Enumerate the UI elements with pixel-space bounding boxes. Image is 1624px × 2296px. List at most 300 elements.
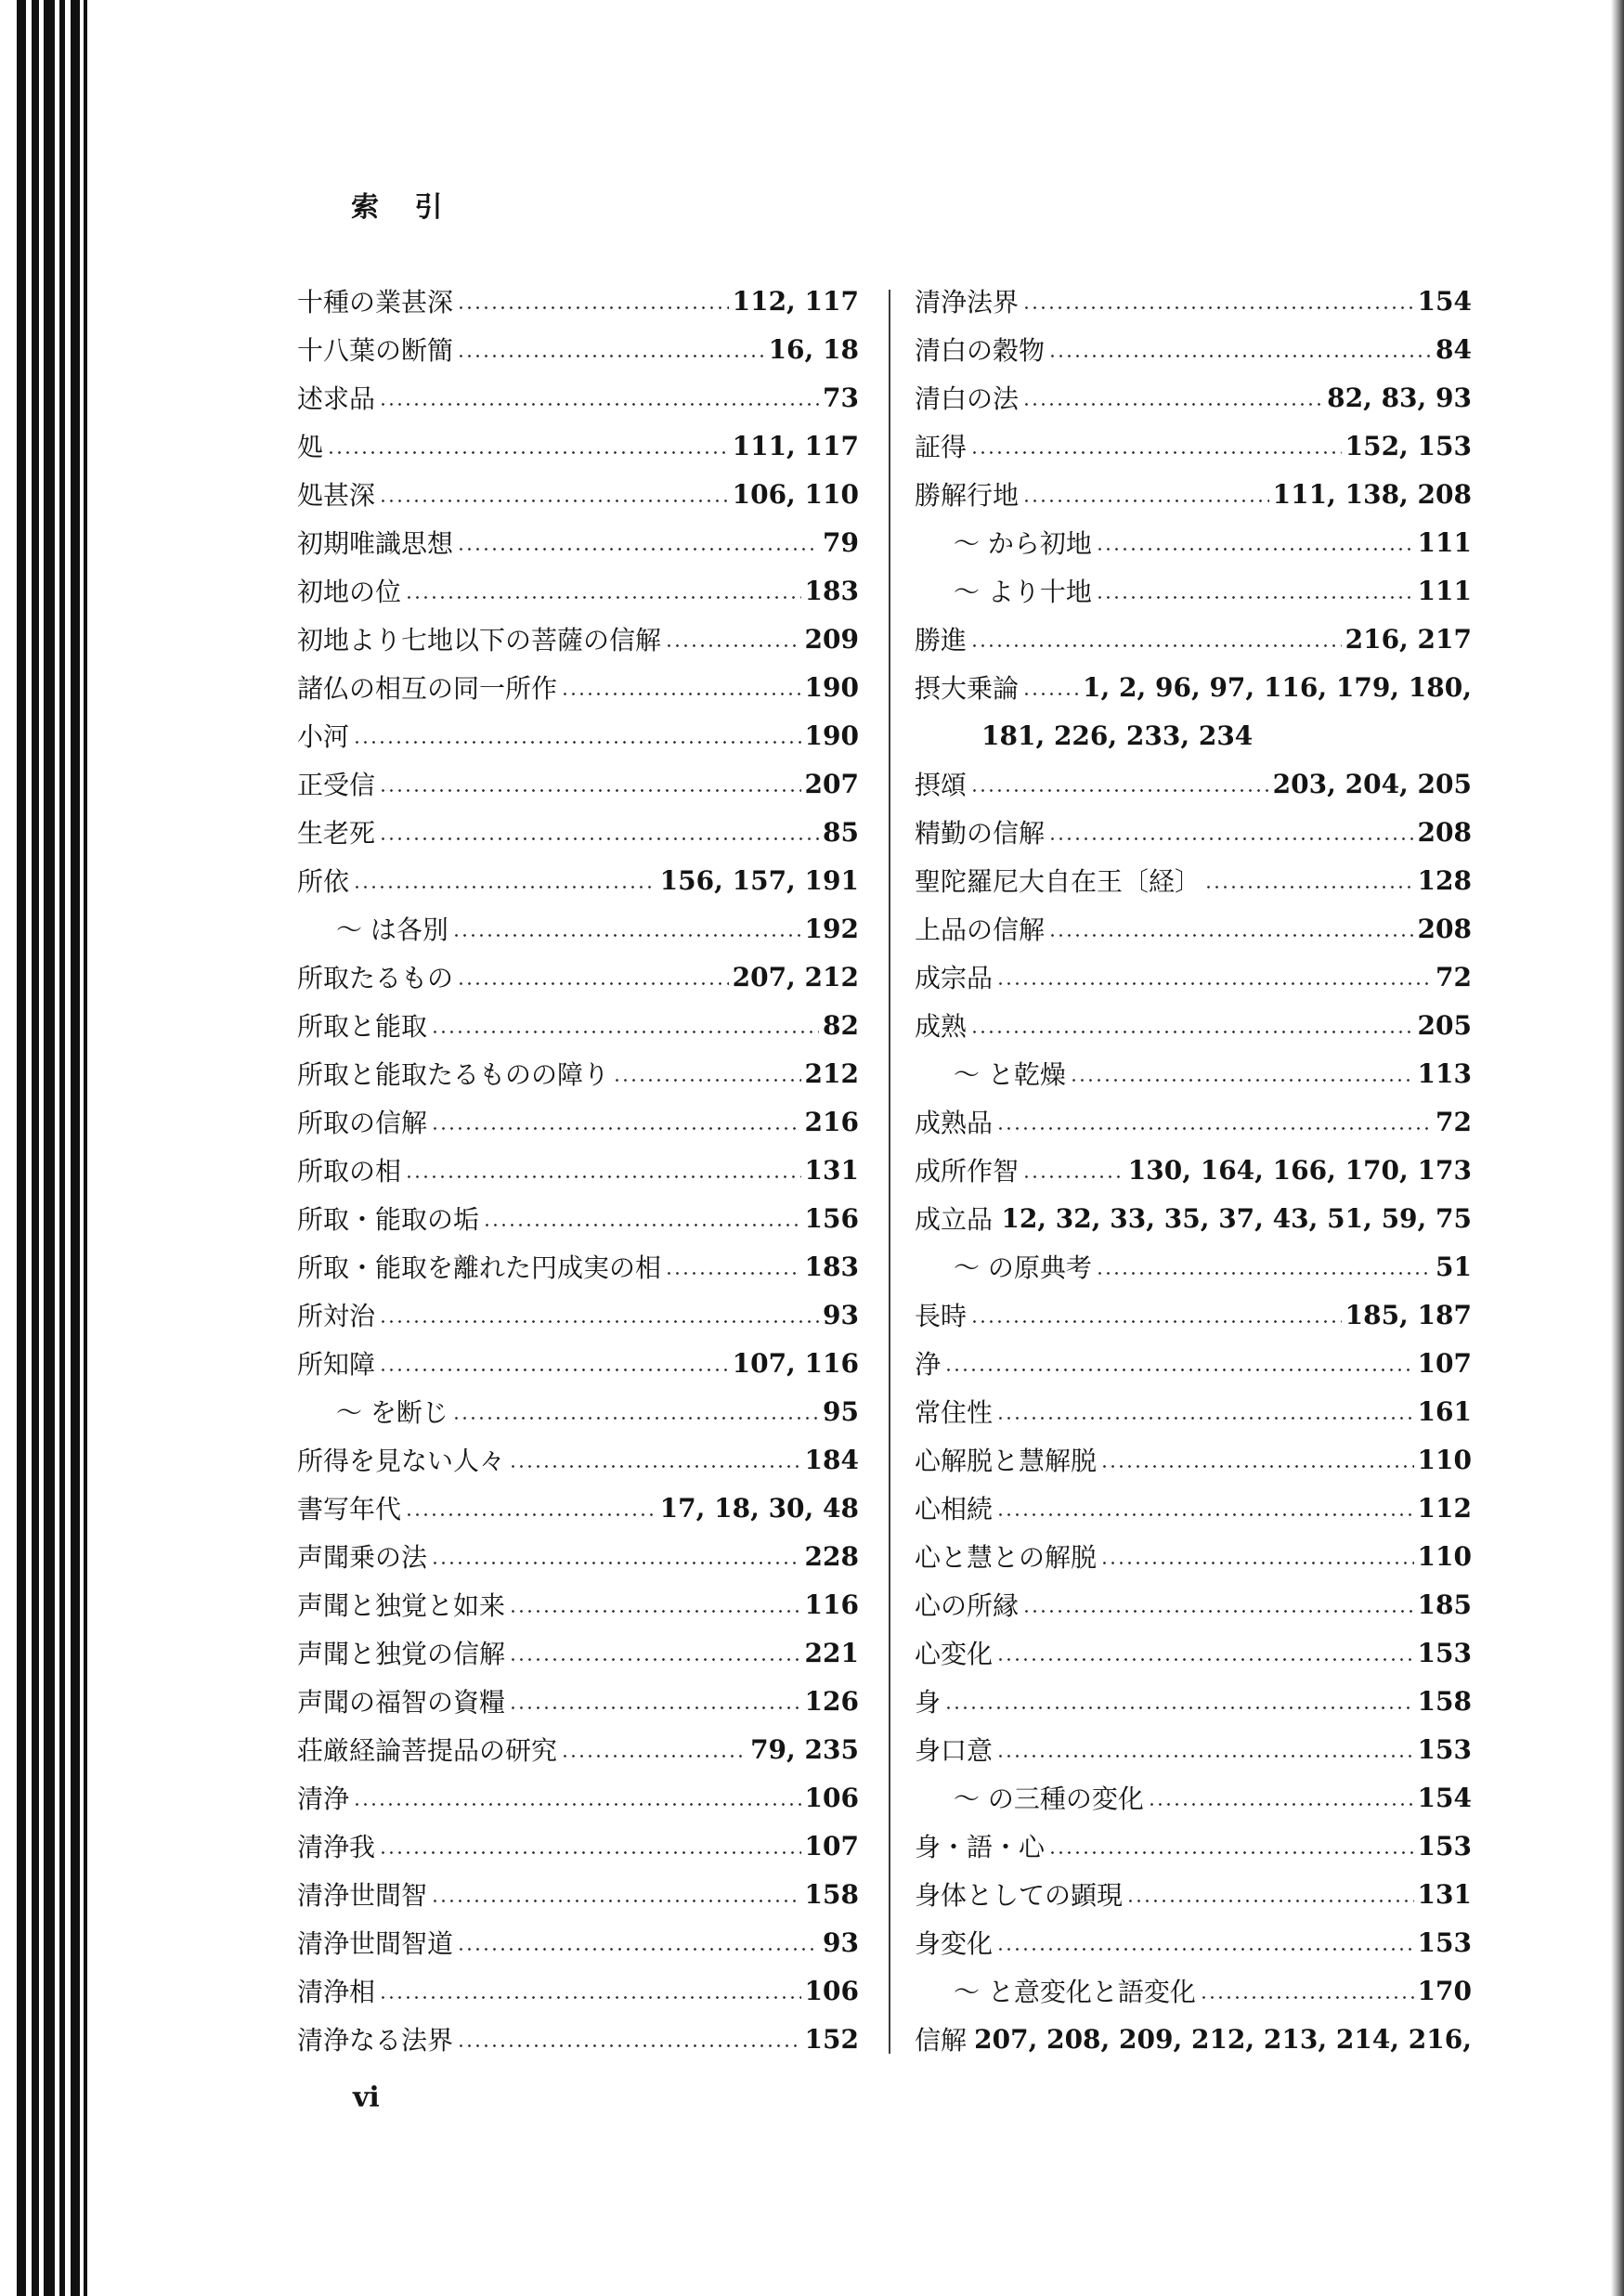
index-term: 成熟: [915, 1011, 968, 1042]
index-entry: [297, 1001, 859, 1049]
index-term: 声聞の福智の資糧: [297, 1687, 506, 1718]
index-term: 信解: [915, 2025, 968, 2056]
dot-leader: [561, 693, 801, 695]
index-page-numbers: 82, 83, 93: [1327, 382, 1472, 413]
index-term: 所取・能取の垢: [297, 1204, 480, 1235]
index-term: 〜 を断じ: [336, 1397, 448, 1428]
index-term: 所取と能取: [297, 1011, 428, 1042]
index-term: 正受信: [297, 770, 376, 800]
index-entry: [297, 759, 859, 808]
index-page-numbers: 107, 116: [732, 1347, 859, 1379]
index-page-numbers: 72: [1436, 961, 1472, 992]
index-entry: [915, 2015, 1472, 2063]
index-page-numbers: 110: [1417, 1540, 1472, 1572]
index-entry: [915, 1773, 1472, 1822]
page-edge-shadow: [1611, 0, 1624, 2296]
index-entry: [915, 1435, 1472, 1484]
index-page-numbers: 106: [804, 1782, 859, 1813]
index-term: 〜 より十地: [954, 577, 1092, 607]
index-page-numbers: 93: [823, 1926, 859, 1958]
index-term: 常住性: [915, 1397, 994, 1428]
index-term: 証得: [915, 432, 968, 462]
dot-leader: [353, 886, 656, 889]
index-entry: [297, 1291, 859, 1339]
index-term: 清浄法界: [915, 287, 1020, 318]
index-page-numbers: 156, 157, 191: [659, 864, 859, 896]
dot-leader: [379, 1851, 801, 1854]
index-term: 所知障: [297, 1349, 376, 1380]
index-page-numbers: 51: [1436, 1251, 1472, 1282]
index-entry: [297, 1918, 859, 1966]
dot-leader: [665, 1272, 801, 1275]
index-page-numbers: 84: [1436, 333, 1472, 365]
index-entry: [297, 1339, 859, 1387]
index-term: 処甚深: [297, 480, 376, 511]
index-term: 精勤の信解: [915, 818, 1046, 849]
dot-leader: [1048, 934, 1414, 937]
page-number: vi: [353, 2082, 380, 2114]
index-term: 所取・能取を離れた円成実の相: [297, 1252, 662, 1283]
index-entry: [915, 759, 1472, 808]
index-page-numbers: 85: [823, 816, 859, 848]
dot-leader: [431, 1031, 819, 1033]
index-page-numbers: 207, 212: [732, 961, 859, 992]
index-entry: [297, 1194, 859, 1242]
index-entry: [915, 1387, 1472, 1435]
dot-leader: [379, 1996, 801, 1999]
dot-leader: [379, 403, 819, 406]
index-entry: [915, 615, 1472, 663]
index-page-numbers: 16, 18: [768, 333, 859, 365]
dot-leader: [1048, 355, 1432, 357]
dot-leader: [1200, 1996, 1414, 1999]
index-entry: [297, 470, 859, 518]
dot-leader: [1022, 1610, 1414, 1613]
dot-leader: [431, 1127, 801, 1130]
index-page-numbers: 228: [804, 1540, 859, 1572]
dot-leader: [353, 741, 801, 744]
index-entry: [297, 1870, 859, 1918]
index-term: 処: [297, 432, 324, 462]
dot-leader: [970, 1031, 1414, 1033]
dot-leader: [996, 1755, 1414, 1758]
dot-leader: [405, 1175, 801, 1178]
index-term: 所取たるもの: [297, 963, 454, 993]
index-entry: [297, 325, 859, 373]
index-term: 所取の相: [297, 1156, 402, 1187]
dot-leader: [970, 1320, 1342, 1323]
index-entry: [915, 1097, 1472, 1146]
dot-leader: [996, 1224, 997, 1226]
index-entry: [297, 1725, 859, 1773]
index-term: 清浄世間智: [297, 1880, 428, 1911]
index-entry: [915, 1001, 1472, 1049]
index-entry: [915, 1194, 1472, 1242]
index-term: 十種の業甚深: [297, 287, 454, 318]
index-term: 清浄相: [297, 1977, 376, 2007]
index-page-numbers: 203, 204, 205: [1272, 768, 1472, 799]
index-entry: [915, 904, 1472, 953]
dot-leader: [509, 1465, 801, 1468]
dot-leader: [996, 982, 1432, 985]
index-column-right: [915, 277, 1472, 2063]
index-entry: [915, 1822, 1472, 1870]
dot-leader: [431, 1900, 801, 1902]
index-entry: [915, 373, 1472, 422]
dot-leader: [1048, 837, 1414, 840]
index-column-left: [297, 277, 859, 2063]
dot-leader: [1100, 1465, 1414, 1468]
index-page-numbers: 73: [823, 382, 859, 413]
dot-leader: [996, 1127, 1432, 1130]
index-term: 十八葉の断簡: [297, 335, 454, 366]
dot-leader: [1022, 306, 1414, 309]
index-entry: [915, 1532, 1472, 1580]
index-page-numbers: 208: [1417, 816, 1472, 848]
index-entry: [297, 566, 859, 615]
index-term: 述求品: [297, 383, 376, 414]
dot-leader: [405, 596, 801, 599]
dot-leader: [1096, 1272, 1432, 1275]
dot-leader: [1022, 403, 1323, 406]
index-page-numbers: 106, 110: [732, 478, 859, 510]
index-entry: [297, 1484, 859, 1532]
index-page-numbers: 110: [1417, 1444, 1472, 1475]
dot-leader: [457, 1948, 819, 1951]
index-term: 声聞と独覚の信解: [297, 1639, 506, 1669]
dot-leader: [379, 1320, 819, 1323]
index-entry: [297, 1387, 859, 1435]
index-page-numbers: 209: [804, 623, 859, 655]
dot-leader: [1070, 1079, 1414, 1082]
index-entry: [297, 277, 859, 325]
index-page-numbers: 112: [1417, 1492, 1472, 1524]
index-entry: [297, 615, 859, 663]
dot-leader: [457, 355, 765, 357]
index-term: 心と慧との解脱: [915, 1542, 1098, 1573]
index-term: 上品の信解: [915, 915, 1046, 945]
dot-leader: [1022, 1175, 1124, 1178]
index-term: 身・語・心: [915, 1832, 1046, 1862]
index-page-numbers: 93: [823, 1299, 859, 1330]
index-page-numbers: 190: [804, 671, 859, 703]
index-term: 清浄: [297, 1784, 350, 1814]
index-page-numbers: 158: [804, 1878, 859, 1910]
index-term: 声聞乗の法: [297, 1542, 428, 1573]
index-page-numbers: 184: [804, 1444, 859, 1475]
index-entry: [297, 808, 859, 856]
index-page-numbers: 79, 235: [750, 1733, 859, 1765]
dot-leader: [996, 1948, 1414, 1951]
dot-leader: [457, 982, 729, 985]
index-page-numbers: 153: [1417, 1637, 1472, 1668]
dot-leader: [431, 1562, 801, 1564]
dot-leader: [613, 1079, 801, 1082]
index-term: 心変化: [915, 1639, 994, 1669]
index-entry: [915, 1918, 1472, 1966]
index-entry: [297, 2015, 859, 2063]
index-page-numbers: 181, 226, 233, 234: [981, 720, 1254, 751]
page-header: 索 引: [351, 191, 456, 224]
dot-leader: [970, 451, 1342, 454]
dot-leader: [996, 1658, 1414, 1661]
index-term: 成宗品: [915, 963, 994, 993]
index-page-numbers: 221: [804, 1637, 859, 1668]
index-page-numbers: 208: [1417, 913, 1472, 944]
index-page-numbers: 95: [823, 1395, 859, 1427]
dot-leader: [405, 1513, 656, 1516]
index-term: 小河: [297, 721, 350, 752]
index-entry: [915, 1146, 1472, 1194]
dot-leader: [1022, 499, 1269, 502]
index-term: 勝解行地: [915, 480, 1020, 511]
index-entry: [297, 953, 859, 1001]
index-term: 心解脱と慧解脱: [915, 1446, 1098, 1476]
index-page-numbers: 79: [823, 526, 859, 558]
index-page-numbers: 192: [804, 913, 859, 944]
index-entry: [297, 856, 859, 904]
dot-leader: [509, 1658, 801, 1661]
index-entry: [297, 1435, 859, 1484]
index-page-numbers: 72: [1436, 1106, 1472, 1137]
index-entry: [297, 1146, 859, 1194]
index-term: 心相続: [915, 1494, 994, 1524]
index-term: 身体としての顕現: [915, 1880, 1124, 1911]
dot-leader: [379, 789, 801, 792]
dot-leader: [379, 837, 819, 840]
index-page-numbers: 153: [1417, 1733, 1472, 1765]
index-page-numbers: 185: [1417, 1589, 1472, 1620]
index-page-numbers: 111: [1417, 575, 1472, 606]
dot-leader: [509, 1610, 801, 1613]
index-term: 身口意: [915, 1735, 994, 1766]
dot-leader: [1022, 693, 1079, 695]
index-term: 所取の信解: [297, 1108, 428, 1138]
index-term: 所得を見ない人々: [297, 1446, 506, 1476]
dot-leader: [944, 1369, 1414, 1371]
index-page-numbers: 111: [1417, 526, 1472, 558]
index-page-numbers: 156: [804, 1202, 859, 1234]
dot-leader: [452, 1417, 819, 1420]
index-entry: [915, 566, 1472, 615]
index-entry: [915, 1049, 1472, 1097]
index-page-numbers: 153: [1417, 1830, 1472, 1861]
index-entry: [915, 1242, 1472, 1291]
index-entry: [915, 1870, 1472, 1918]
dot-leader: [457, 548, 819, 551]
dot-leader: [379, 499, 729, 502]
index-page-numbers: 216, 217: [1345, 623, 1472, 655]
dot-leader: [452, 934, 801, 937]
index-page-numbers: 82: [823, 1009, 859, 1041]
index-term: 清白の穀物: [915, 335, 1046, 366]
index-term: 〜 から初地: [954, 528, 1092, 559]
index-entry: [297, 1822, 859, 1870]
index-page-numbers: 12, 32, 33, 35, 37, 43, 51, 59, 75: [1001, 1202, 1472, 1234]
index-page-numbers: 207, 208, 209, 212, 213, 214, 216,: [974, 2023, 1472, 2055]
index-term: 〜 は各別: [336, 915, 448, 945]
index-entry: [297, 1049, 859, 1097]
index-entry: [915, 1580, 1472, 1628]
index-page-numbers: 183: [804, 575, 859, 606]
index-entry: [915, 1339, 1472, 1387]
dot-leader: [970, 644, 1342, 647]
index-entry: [915, 1291, 1472, 1339]
index-page-numbers: 131: [1417, 1878, 1472, 1910]
dot-leader: [970, 789, 1269, 792]
dot-leader: [457, 2044, 801, 2047]
index-page-numbers: 158: [1417, 1685, 1472, 1717]
index-term: 初地の位: [297, 577, 402, 607]
dot-leader: [996, 1417, 1414, 1420]
dot-leader: [1048, 1851, 1414, 1854]
index-term: 清浄なる法界: [297, 2025, 454, 2056]
index-entry: [297, 422, 859, 470]
dot-leader: [1148, 1803, 1414, 1806]
index-term: 成立品: [915, 1204, 994, 1235]
index-term: 身変化: [915, 1928, 994, 1959]
index-term: 所取と能取たるものの障り: [297, 1059, 610, 1090]
dot-leader: [1126, 1900, 1414, 1902]
index-page-numbers: 131: [804, 1154, 859, 1186]
book-binding-edge: [0, 0, 93, 2296]
index-entry: [297, 518, 859, 566]
index-entry: [915, 663, 1472, 711]
index-term: 所依: [297, 866, 350, 897]
dot-leader: [1204, 886, 1414, 889]
index-term: 諸仏の相互の同一所作: [297, 673, 558, 704]
index-entry: [915, 1628, 1472, 1677]
index-page-numbers: 170: [1417, 1975, 1472, 2006]
index-page-numbers: 207: [804, 768, 859, 799]
dot-leader: [379, 1369, 729, 1371]
index-entry: [297, 1773, 859, 1822]
index-entry: [297, 1677, 859, 1725]
index-entry: [297, 904, 859, 953]
index-term: 〜 と意変化と語変化: [954, 1977, 1196, 2007]
index-page-numbers: 106: [804, 1975, 859, 2006]
dot-leader: [483, 1224, 801, 1226]
index-entry: [915, 1966, 1472, 2015]
index-term: 聖陀羅尼大自在王〔経〕: [915, 866, 1202, 897]
dot-leader: [996, 1513, 1414, 1516]
index-entry: [915, 518, 1472, 566]
index-page-numbers: 128: [1417, 864, 1472, 896]
index-page-numbers: 183: [804, 1251, 859, 1282]
index-page-numbers: 113: [1417, 1057, 1472, 1089]
index-term: 〜 と乾燥: [954, 1059, 1066, 1090]
index-term: 心の所縁: [915, 1590, 1020, 1621]
index-page-numbers: 154: [1417, 1782, 1472, 1813]
index-entry: [297, 1242, 859, 1291]
index-page-numbers: 1, 2, 96, 97, 116, 179, 180,: [1083, 671, 1472, 703]
index-page-numbers: 152, 153: [1345, 430, 1472, 461]
index-entry: [915, 711, 1472, 759]
index-page-numbers: 17, 18, 30, 48: [659, 1492, 859, 1524]
index-page-numbers: 154: [1417, 285, 1472, 317]
index-page-numbers: 130, 164, 166, 170, 173: [1127, 1154, 1472, 1186]
index-term: 摂大乗論: [915, 673, 1020, 704]
index-page-numbers: 111, 117: [732, 430, 859, 461]
dot-leader: [665, 644, 801, 647]
dot-leader: [1100, 1562, 1414, 1564]
index-entry: [297, 711, 859, 759]
index-entry: [915, 1725, 1472, 1773]
index-entry: [915, 1677, 1472, 1725]
index-page-numbers: 216: [804, 1106, 859, 1137]
index-entry: [915, 808, 1472, 856]
index-entry: [297, 1532, 859, 1580]
index-page-numbers: 126: [804, 1685, 859, 1717]
index-page-numbers: 112, 117: [732, 285, 859, 317]
index-entry: [915, 953, 1472, 1001]
index-term: 清白の法: [915, 383, 1020, 414]
index-page-numbers: 212: [804, 1057, 859, 1089]
index-page-numbers: 152: [804, 2023, 859, 2055]
dot-leader: [561, 1755, 747, 1758]
index-term: 勝進: [915, 625, 968, 655]
index-entry: [297, 1628, 859, 1677]
index-term: 所対治: [297, 1301, 376, 1331]
index-term: 成熟品: [915, 1108, 994, 1138]
index-term: 清浄世間智道: [297, 1928, 454, 1959]
index-term: 身: [915, 1687, 942, 1718]
index-entry: [915, 470, 1472, 518]
index-term: 〜 の原典考: [954, 1252, 1092, 1283]
index-term: 摂頌: [915, 770, 968, 800]
index-term: 初期唯識思想: [297, 528, 454, 559]
index-page-numbers: 190: [804, 720, 859, 751]
index-term: 清浄我: [297, 1832, 376, 1862]
index-entry: [915, 422, 1472, 470]
dot-leader: [1096, 596, 1414, 599]
index-page-numbers: 107: [804, 1830, 859, 1861]
index-term: 初地より七地以下の菩薩の信解: [297, 625, 662, 655]
dot-leader: [944, 1706, 1414, 1709]
dot-leader: [327, 451, 729, 454]
index-entry: [297, 1966, 859, 2015]
index-entry: [915, 325, 1472, 373]
dot-leader: [353, 1803, 801, 1806]
index-entry: [915, 1484, 1472, 1532]
index-page-numbers: 116: [804, 1589, 859, 1620]
index-entry: [297, 1580, 859, 1628]
index-term: 浄: [915, 1349, 942, 1380]
index-term: 成所作智: [915, 1156, 1020, 1187]
column-divider: [889, 290, 890, 2054]
index-page-numbers: 205: [1417, 1009, 1472, 1041]
index-term: 長時: [915, 1301, 968, 1331]
index-term: 生老死: [297, 818, 376, 849]
index-page-numbers: 111, 138, 208: [1272, 478, 1472, 510]
index-entry: [297, 373, 859, 422]
index-page-numbers: 185, 187: [1345, 1299, 1472, 1330]
dot-leader: [1096, 548, 1414, 551]
index-entry: [297, 663, 859, 711]
dot-leader: [509, 1706, 801, 1709]
index-page-numbers: 161: [1417, 1395, 1472, 1427]
index-page-numbers: 107: [1417, 1347, 1472, 1379]
index-term: 書写年代: [297, 1494, 402, 1524]
index-term: 荘厳経論菩提品の研究: [297, 1735, 558, 1766]
index-entry: [915, 277, 1472, 325]
index-term: 〜 の三種の変化: [954, 1784, 1144, 1814]
index-entry: [915, 856, 1472, 904]
index-page-numbers: 153: [1417, 1926, 1472, 1958]
index-entry: [297, 1097, 859, 1146]
dot-leader: [457, 306, 729, 309]
index-term: 声聞と独覚と如来: [297, 1590, 506, 1621]
